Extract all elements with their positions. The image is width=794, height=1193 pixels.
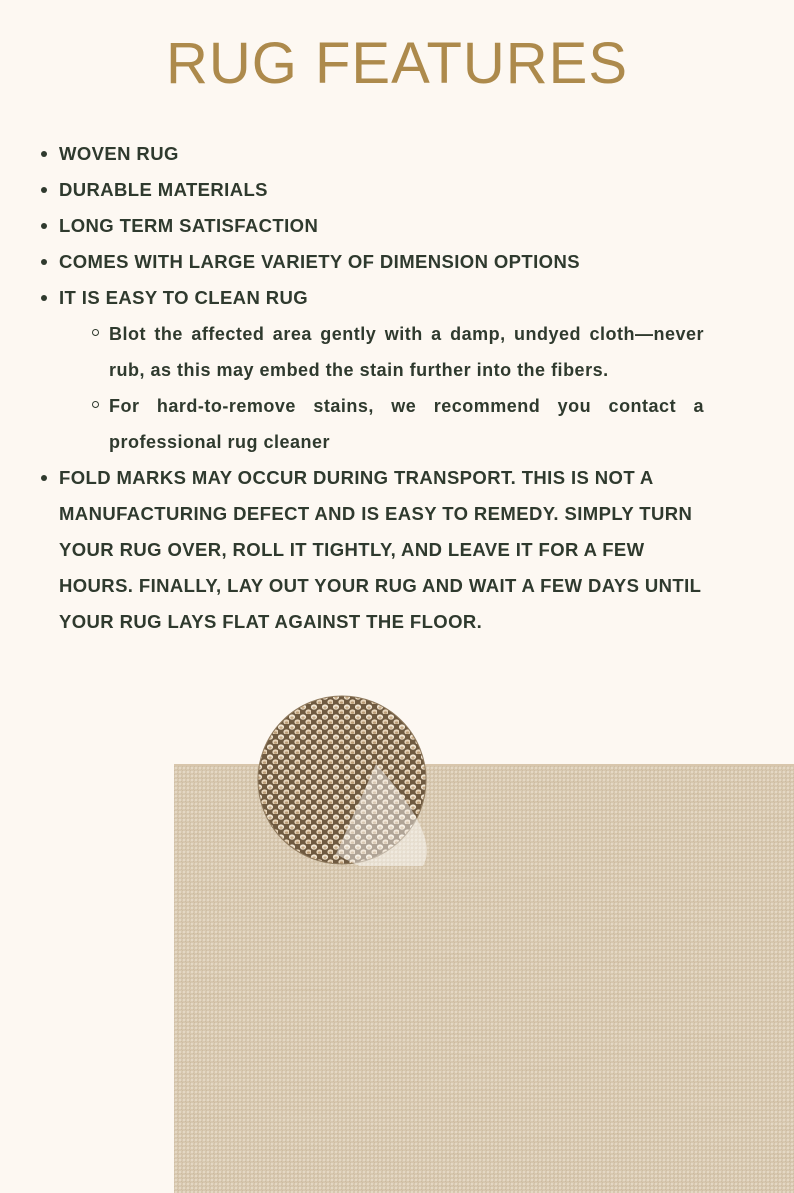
fold-marks-note: FOLD MARKS MAY OCCUR DURING TRANSPORT. THIS IS NOT A MANUFACTURING DEFECT AND IS EASY TO REMEDY. SIMPLY TURN YOUR RUG OVER, ROLL IT TIGHTLY, AND LEAVE IT FOR A FEW HOURS. FINALLY, LAY OUT YOUR RUG AND WAIT A FEW DAYS UNTIL YOUR RUG LAYS FLAT AGAINST THE FLOOR. bbox=[41, 460, 701, 640]
feature-item: LONG TERM SATISFACTION bbox=[41, 208, 701, 244]
cleaning-tips-list bbox=[59, 316, 704, 460]
cleaning-tip: For hard-to-remove stains, we recommend you contact a professional rug cleaner bbox=[92, 388, 704, 460]
feature-item: COMES WITH LARGE VARIETY OF DIMENSION OPTIONS bbox=[41, 244, 701, 280]
page-title: RUG FEATURES bbox=[165, 31, 629, 96]
feature-item-easy-clean bbox=[41, 280, 704, 460]
feature-item-label: IT IS EASY TO CLEAN RUG bbox=[59, 287, 309, 308]
feature-list bbox=[41, 136, 704, 640]
feature-item: WOVEN RUG bbox=[41, 136, 701, 172]
cleaning-tip: Blot the affected area gently with a damp, undyed cloth—never rub, as this may embed the stain further into the fibers. bbox=[92, 316, 704, 388]
feature-item: DURABLE MATERIALS bbox=[41, 172, 701, 208]
weave-detail-lens bbox=[256, 694, 428, 866]
